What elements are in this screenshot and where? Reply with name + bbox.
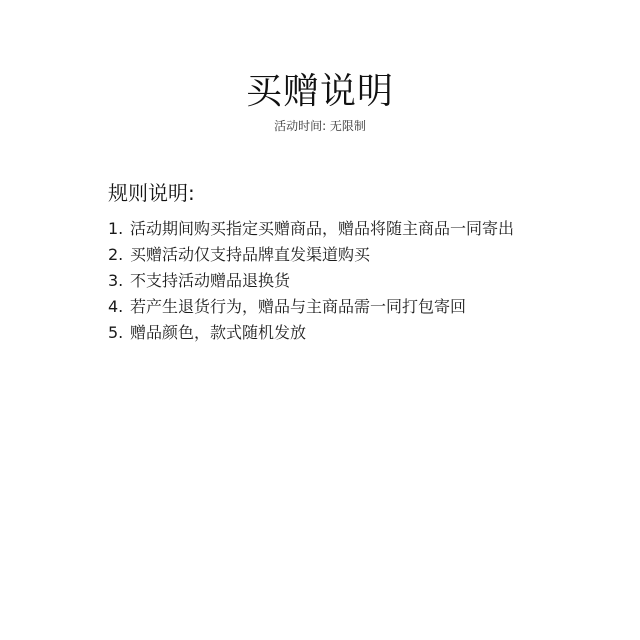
activity-time: 活动时间: 无限制 bbox=[274, 119, 366, 133]
rule-text: 活动期间购买指定买赠商品，赠品将随主商品一同寄出 bbox=[130, 219, 515, 238]
rule-text: 不支持活动赠品退换货 bbox=[130, 271, 291, 290]
rule-item bbox=[108, 320, 608, 346]
rule-number: 3. bbox=[108, 271, 124, 290]
rule-text: 买赠活动仅支持品牌直发渠道购买 bbox=[130, 245, 371, 264]
page-title: 买赠说明 bbox=[245, 71, 394, 112]
rule-number: 1. bbox=[108, 219, 124, 238]
rule-item bbox=[108, 216, 608, 242]
rule-item bbox=[108, 294, 608, 320]
rule-text: 赠品颜色，款式随机发放 bbox=[130, 323, 307, 342]
rule-number: 5. bbox=[108, 323, 124, 342]
rule-text: 若产生退货行为，赠品与主商品需一同打包寄回 bbox=[130, 297, 467, 316]
rule-number: 2. bbox=[108, 245, 124, 264]
rules-heading: 规则说明: bbox=[108, 181, 195, 205]
rule-item bbox=[108, 242, 608, 268]
rules-list bbox=[108, 216, 608, 346]
rule-number: 4. bbox=[108, 297, 124, 316]
rule-item bbox=[108, 268, 608, 294]
